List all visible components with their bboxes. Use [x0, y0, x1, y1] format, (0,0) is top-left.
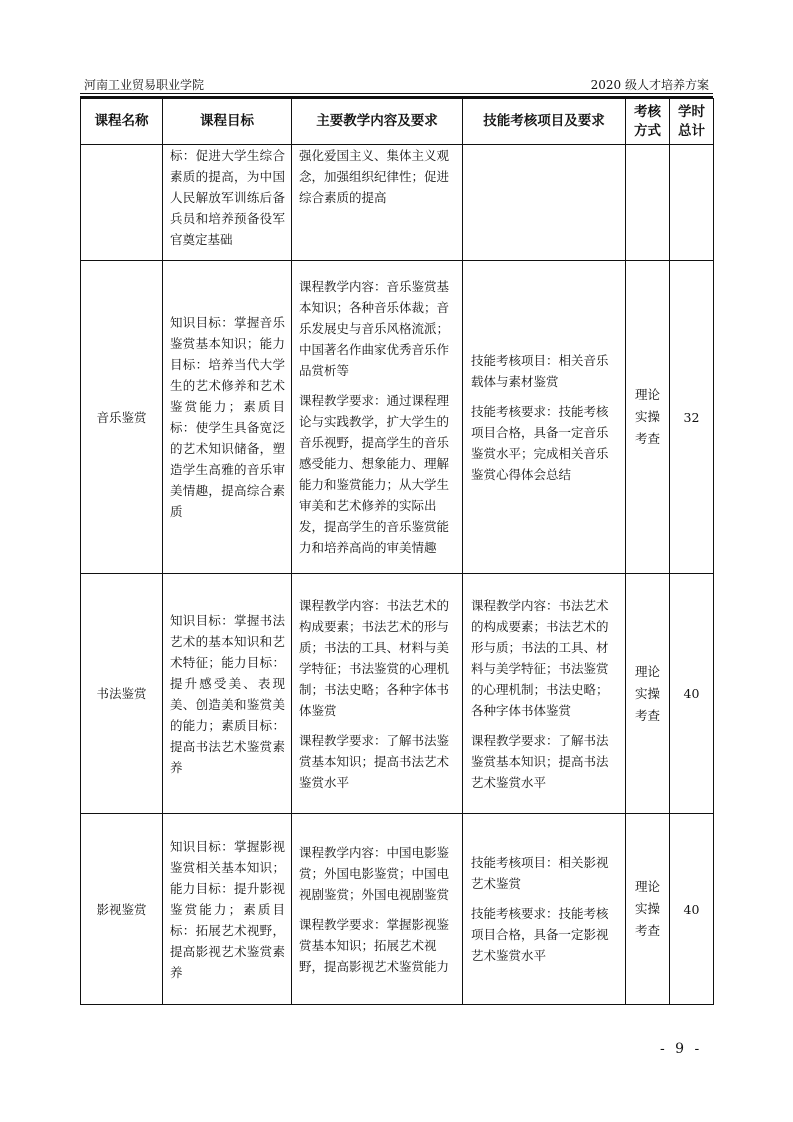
table-row	[81, 574, 714, 814]
method-line: 理论	[634, 879, 660, 894]
table-header-row	[81, 99, 714, 145]
method-line: 考查	[634, 431, 660, 446]
page-header	[80, 76, 713, 92]
content-paragraph: 强化爱国主义、集体主义观念，加强组织纪律性；促进综合素质的提高	[299, 148, 450, 205]
course-name-cell: 音乐鉴赏	[81, 261, 163, 574]
method-line: 实操	[634, 901, 660, 916]
header-hours	[670, 99, 714, 145]
method-line: 考查	[634, 923, 660, 938]
school-name: 河南工业贸易职业学院	[84, 78, 205, 92]
content-paragraph: 课程教学要求：通过课程理论与实践教学，扩大学生的音乐视野，提高学生的音乐感受能力、想象能力、理解能力和鉴赏能力；从大学生审美和艺术修养的实际出发，提高学生的音乐鉴赏能力和培养高尚的审美情趣	[299, 393, 450, 555]
skill-cell	[463, 261, 626, 574]
content-paragraph: 课程教学要求：掌握影视鉴赏基本知识；拓展艺术视野，提高影视艺术鉴赏能力	[299, 916, 450, 974]
page-number: - 9 -	[660, 1041, 703, 1057]
course-goal-cell: 标：促进大学生综合素质的提高，为中国人民解放军训练后备兵员和培养预备役军官奠定基础	[163, 145, 292, 261]
header-method-line2: 方式	[634, 122, 661, 139]
hours-cell: 40	[670, 574, 714, 814]
hours-cell: 32	[670, 261, 714, 574]
course-name-cell: 书法鉴赏	[81, 574, 163, 814]
method-line: 实操	[634, 685, 660, 701]
method-cell	[626, 145, 670, 261]
document-title: 2020 级人才培养方案	[590, 78, 709, 92]
course-name-cell	[81, 145, 163, 261]
method-line: 理论	[634, 387, 660, 402]
content-paragraph: 课程教学内容：音乐鉴赏基本知识；各种音乐体裁；音乐发展史与音乐风格流派；中国著名作曲家优秀音乐作品赏析等	[299, 279, 450, 378]
skill-cell	[463, 814, 626, 1005]
header-hours-line2: 总计	[678, 122, 705, 139]
skill-cell	[463, 574, 626, 814]
method-cell	[626, 574, 670, 814]
skill-cell	[463, 145, 626, 261]
table-row	[81, 261, 714, 574]
course-name-cell: 影视鉴赏	[81, 814, 163, 1005]
method-line: 考查	[634, 707, 660, 723]
content-cell	[292, 145, 463, 261]
skill-paragraph: 课程教学要求：了解书法鉴赏基本知识；提高书法艺术鉴赏水平	[471, 732, 609, 790]
course-goal-cell: 知识目标：掌握书法艺术的基本知识和艺术特征；能力目标：提升感受美、表现美、创造美和鉴赏美的能力；素质目标：提高书法艺术鉴赏素养	[163, 574, 292, 814]
header-method	[626, 99, 670, 145]
method-line: 理论	[634, 663, 660, 679]
method-cell	[626, 814, 670, 1005]
hours-cell: 40	[670, 814, 714, 1005]
skill-paragraph: 技能考核项目：相关音乐载体与素材鉴赏	[471, 352, 609, 389]
header-rule	[80, 93, 713, 94]
content-cell	[292, 261, 463, 574]
content-paragraph: 课程教学内容：书法艺术的构成要素；书法艺术的形与质；书法的工具、材料与美学特征；书法鉴赏的心理机制；书法史略；各种字体书体鉴赏	[299, 597, 450, 718]
method-line: 实操	[634, 409, 660, 424]
header-course-goal: 课程目标	[163, 99, 292, 145]
content-cell	[292, 574, 463, 814]
header-skill: 技能考核项目及要求	[463, 99, 626, 145]
header-hours-line1: 学时	[678, 103, 705, 120]
header-content: 主要教学内容及要求	[292, 99, 463, 145]
table-row	[81, 145, 714, 261]
content-paragraph: 课程教学要求：了解书法鉴赏基本知识；提高书法艺术鉴赏水平	[299, 732, 450, 790]
method-cell	[626, 261, 670, 574]
table-row	[81, 814, 714, 1005]
content-paragraph: 课程教学内容：中国电影鉴赏；外国电影鉴赏；中国电视剧鉴赏；外国电视剧鉴赏	[299, 844, 450, 902]
skill-paragraph: 课程教学内容：书法艺术的构成要素；书法艺术的形与质；书法的工具、材料与美学特征；书法鉴赏的心理机制；书法史略；各种字体书体鉴赏	[471, 597, 609, 718]
skill-paragraph: 技能考核项目：相关影视艺术鉴赏	[471, 855, 609, 891]
skill-paragraph: 技能考核要求：技能考核项目合格，具备一定影视艺术鉴赏水平	[471, 906, 609, 963]
skill-paragraph: 技能考核要求：技能考核项目合格，具备一定音乐鉴赏水平；完成相关音乐鉴赏心得体会总结	[471, 403, 609, 482]
header-method-line1: 考核	[634, 103, 661, 120]
course-goal-cell: 知识目标：掌握音乐鉴赏基本知识；能力目标：培养当代大学生的艺术修养和艺术鉴赏能力；素质目标：使学生具备宽泛的艺术知识储备，塑造学生高雅的音乐审美情趣，提高综合素质	[163, 261, 292, 574]
header-course-name: 课程名称	[81, 99, 163, 145]
course-goal-cell: 知识目标：掌握影视鉴赏相关基本知识；能力目标：提升影视鉴赏能力；素质目标：拓展艺术视野，提高影视艺术鉴赏素养	[163, 814, 292, 1005]
content-cell	[292, 814, 463, 1005]
curriculum-table	[80, 98, 714, 1005]
hours-cell	[670, 145, 714, 261]
